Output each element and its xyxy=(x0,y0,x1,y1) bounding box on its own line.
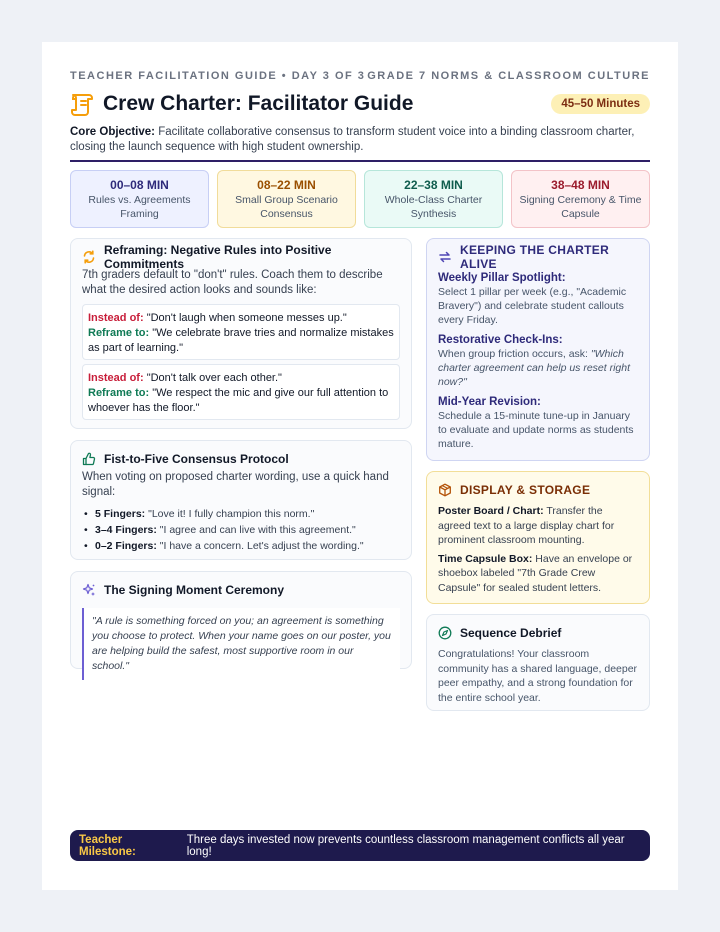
keeping-item-text: Select 1 pillar per week (e.g., "Academic Bravery") and celebrate student callouts every Friday. xyxy=(438,286,627,326)
reframe-text: "We respect the mic and give our full attention to whoever has the floor." xyxy=(88,387,389,414)
display-card xyxy=(426,471,650,604)
objective-label: Core Objective: xyxy=(70,126,155,138)
fist-title: Fist-to-Five Consensus Protocol xyxy=(104,452,289,466)
reframe-example xyxy=(82,304,400,360)
debrief-text: Congratulations! Your classroom community has a shared language, deeper peer empathy, and a strong foundation for the entire school year. xyxy=(438,648,638,704)
keeping-card xyxy=(426,238,650,461)
keeping-title: KEEPING THE CHARTER ALIVE xyxy=(460,243,610,271)
reframe-label: Reframe to: xyxy=(88,387,150,399)
reframing-card xyxy=(70,238,412,429)
timeline xyxy=(70,170,650,228)
debrief-card xyxy=(426,614,650,711)
keeping-item-heading: Weekly Pillar Spotlight: xyxy=(438,272,566,284)
header-divider xyxy=(70,160,650,162)
segment-time: 38–48 MIN xyxy=(551,178,610,192)
milestone-text: Three days invested now prevents countless classroom management conflicts all year long! xyxy=(186,833,625,858)
keeping-item-text xyxy=(438,347,638,389)
page-title: Crew Charter: Facilitator Guide xyxy=(103,92,414,115)
instead-line xyxy=(88,311,394,326)
reframe-line xyxy=(88,326,394,356)
reframing-title: Reframing: Negative Rules into Positive Commitments xyxy=(104,243,332,271)
debrief-title: Sequence Debrief xyxy=(460,626,562,640)
fist-text: "I agree and can live with this agreement." xyxy=(159,524,356,536)
display-item-label: Poster Board / Chart: xyxy=(438,505,544,517)
instead-text: "Don't laugh when someone messes up." xyxy=(146,312,347,324)
refresh-icon xyxy=(438,250,452,264)
milestone-label: Teacher Milestone: xyxy=(79,833,136,858)
timeline-segment xyxy=(511,170,650,228)
segment-label: Whole-Class Charter Synthesis xyxy=(384,194,483,220)
keeping-item-text-italic: "Which charter agreement can help us reset right now?" xyxy=(438,348,631,388)
list-item xyxy=(82,522,400,538)
segment-time: 00–08 MIN xyxy=(110,178,169,192)
fist-label: 3–4 Fingers: xyxy=(95,524,157,536)
segment-time: 22–38 MIN xyxy=(404,178,463,192)
list-item xyxy=(82,506,400,522)
signing-card xyxy=(70,571,412,672)
guide-page xyxy=(42,42,678,890)
core-objective xyxy=(70,125,650,155)
signing-heading xyxy=(82,582,400,598)
duration-badge: 45–50 Minutes xyxy=(551,94,650,114)
teacher-milestone-banner xyxy=(70,830,650,861)
guide-label: TEACHER FACILITATION GUIDE • DAY 3 OF 3 xyxy=(70,70,366,82)
instead-label: Instead of: xyxy=(88,372,144,384)
instead-line xyxy=(88,371,394,386)
timeline-segment xyxy=(364,170,503,228)
reframe-line xyxy=(88,386,394,416)
segment-label: Small Group Scenario Consensus xyxy=(235,194,338,220)
instead-text: "Don't talk over each other." xyxy=(146,372,282,384)
instead-label: Instead of: xyxy=(88,312,144,324)
keeping-item-heading: Restorative Check-Ins: xyxy=(438,334,563,346)
display-item-text: Transfer the agreed text to a large display chart for prominent classroom mounting. xyxy=(438,505,615,546)
segment-label: Signing Ceremony & Time Capsule xyxy=(519,194,642,220)
sparkles-icon xyxy=(82,583,96,597)
reframing-heading xyxy=(82,243,400,271)
page-content xyxy=(70,70,650,704)
display-title: DISPLAY & STORAGE xyxy=(460,483,591,497)
display-heading xyxy=(438,482,638,498)
keeping-item-text: Schedule a 15-minute tune-up in January to evaluate and update norms as students mature. xyxy=(438,410,634,450)
fist-to-five-card xyxy=(70,440,412,560)
thumbs-up-icon xyxy=(82,452,96,466)
list-item xyxy=(82,538,400,554)
reframe-label: Reframe to: xyxy=(88,327,150,339)
signing-quote: "A rule is something forced on you; an agreement is something you choose to protect. When your name goes on our poster, you are helping build the safest, most supportive room in our school." xyxy=(82,608,400,680)
timeline-segment xyxy=(70,170,209,228)
reframing-intro: 7th graders default to "don't" rules. Coach them to describe what the desired action looks and sounds like: xyxy=(82,269,383,296)
compass-icon xyxy=(438,626,452,640)
keeping-item-heading: Mid-Year Revision: xyxy=(438,396,541,408)
segment-time: 08–22 MIN xyxy=(257,178,316,192)
fist-label: 0–2 Fingers: xyxy=(95,540,157,552)
segment-label: Rules vs. Agreements Framing xyxy=(88,194,191,220)
fist-intro: When voting on proposed charter wording, use a quick hand signal: xyxy=(82,471,389,498)
reframe-example xyxy=(82,364,400,420)
title-bar xyxy=(70,91,650,117)
header-meta xyxy=(70,70,650,84)
debrief-heading xyxy=(438,625,638,641)
refresh-icon xyxy=(82,250,96,264)
box-icon xyxy=(438,483,452,497)
signing-title: The Signing Moment Ceremony xyxy=(104,583,285,597)
timeline-segment xyxy=(217,170,356,228)
fist-label: 5 Fingers: xyxy=(95,508,146,520)
objective-text: Facilitate collaborative consensus to transform student voice into a binding classroom charter, closing the launch sequence with high student ownership. xyxy=(70,126,635,153)
fist-heading xyxy=(82,451,400,467)
display-item xyxy=(438,552,638,596)
fist-text: "Love it! I fully champion this norm." xyxy=(148,508,315,520)
keeping-item-text-pre: When group friction occurs, ask: xyxy=(438,348,588,360)
fist-text: "I have a concern. Let's adjust the wording." xyxy=(159,540,364,552)
keeping-heading xyxy=(438,243,638,271)
reframe-text: "We celebrate brave tries and normalize mistakes as part of learning." xyxy=(88,327,394,354)
display-item-text: Have an envelope or shoebox labeled "7th Grade Crew Capsule" for sealed student letters. xyxy=(438,552,633,594)
scroll-icon xyxy=(70,91,96,117)
grade-label: GRADE 7 NORMS & CLASSROOM CULTURE xyxy=(367,70,650,82)
fist-list xyxy=(82,506,400,554)
display-item-label: Time Capsule Box: xyxy=(438,552,533,565)
display-item xyxy=(438,504,638,548)
